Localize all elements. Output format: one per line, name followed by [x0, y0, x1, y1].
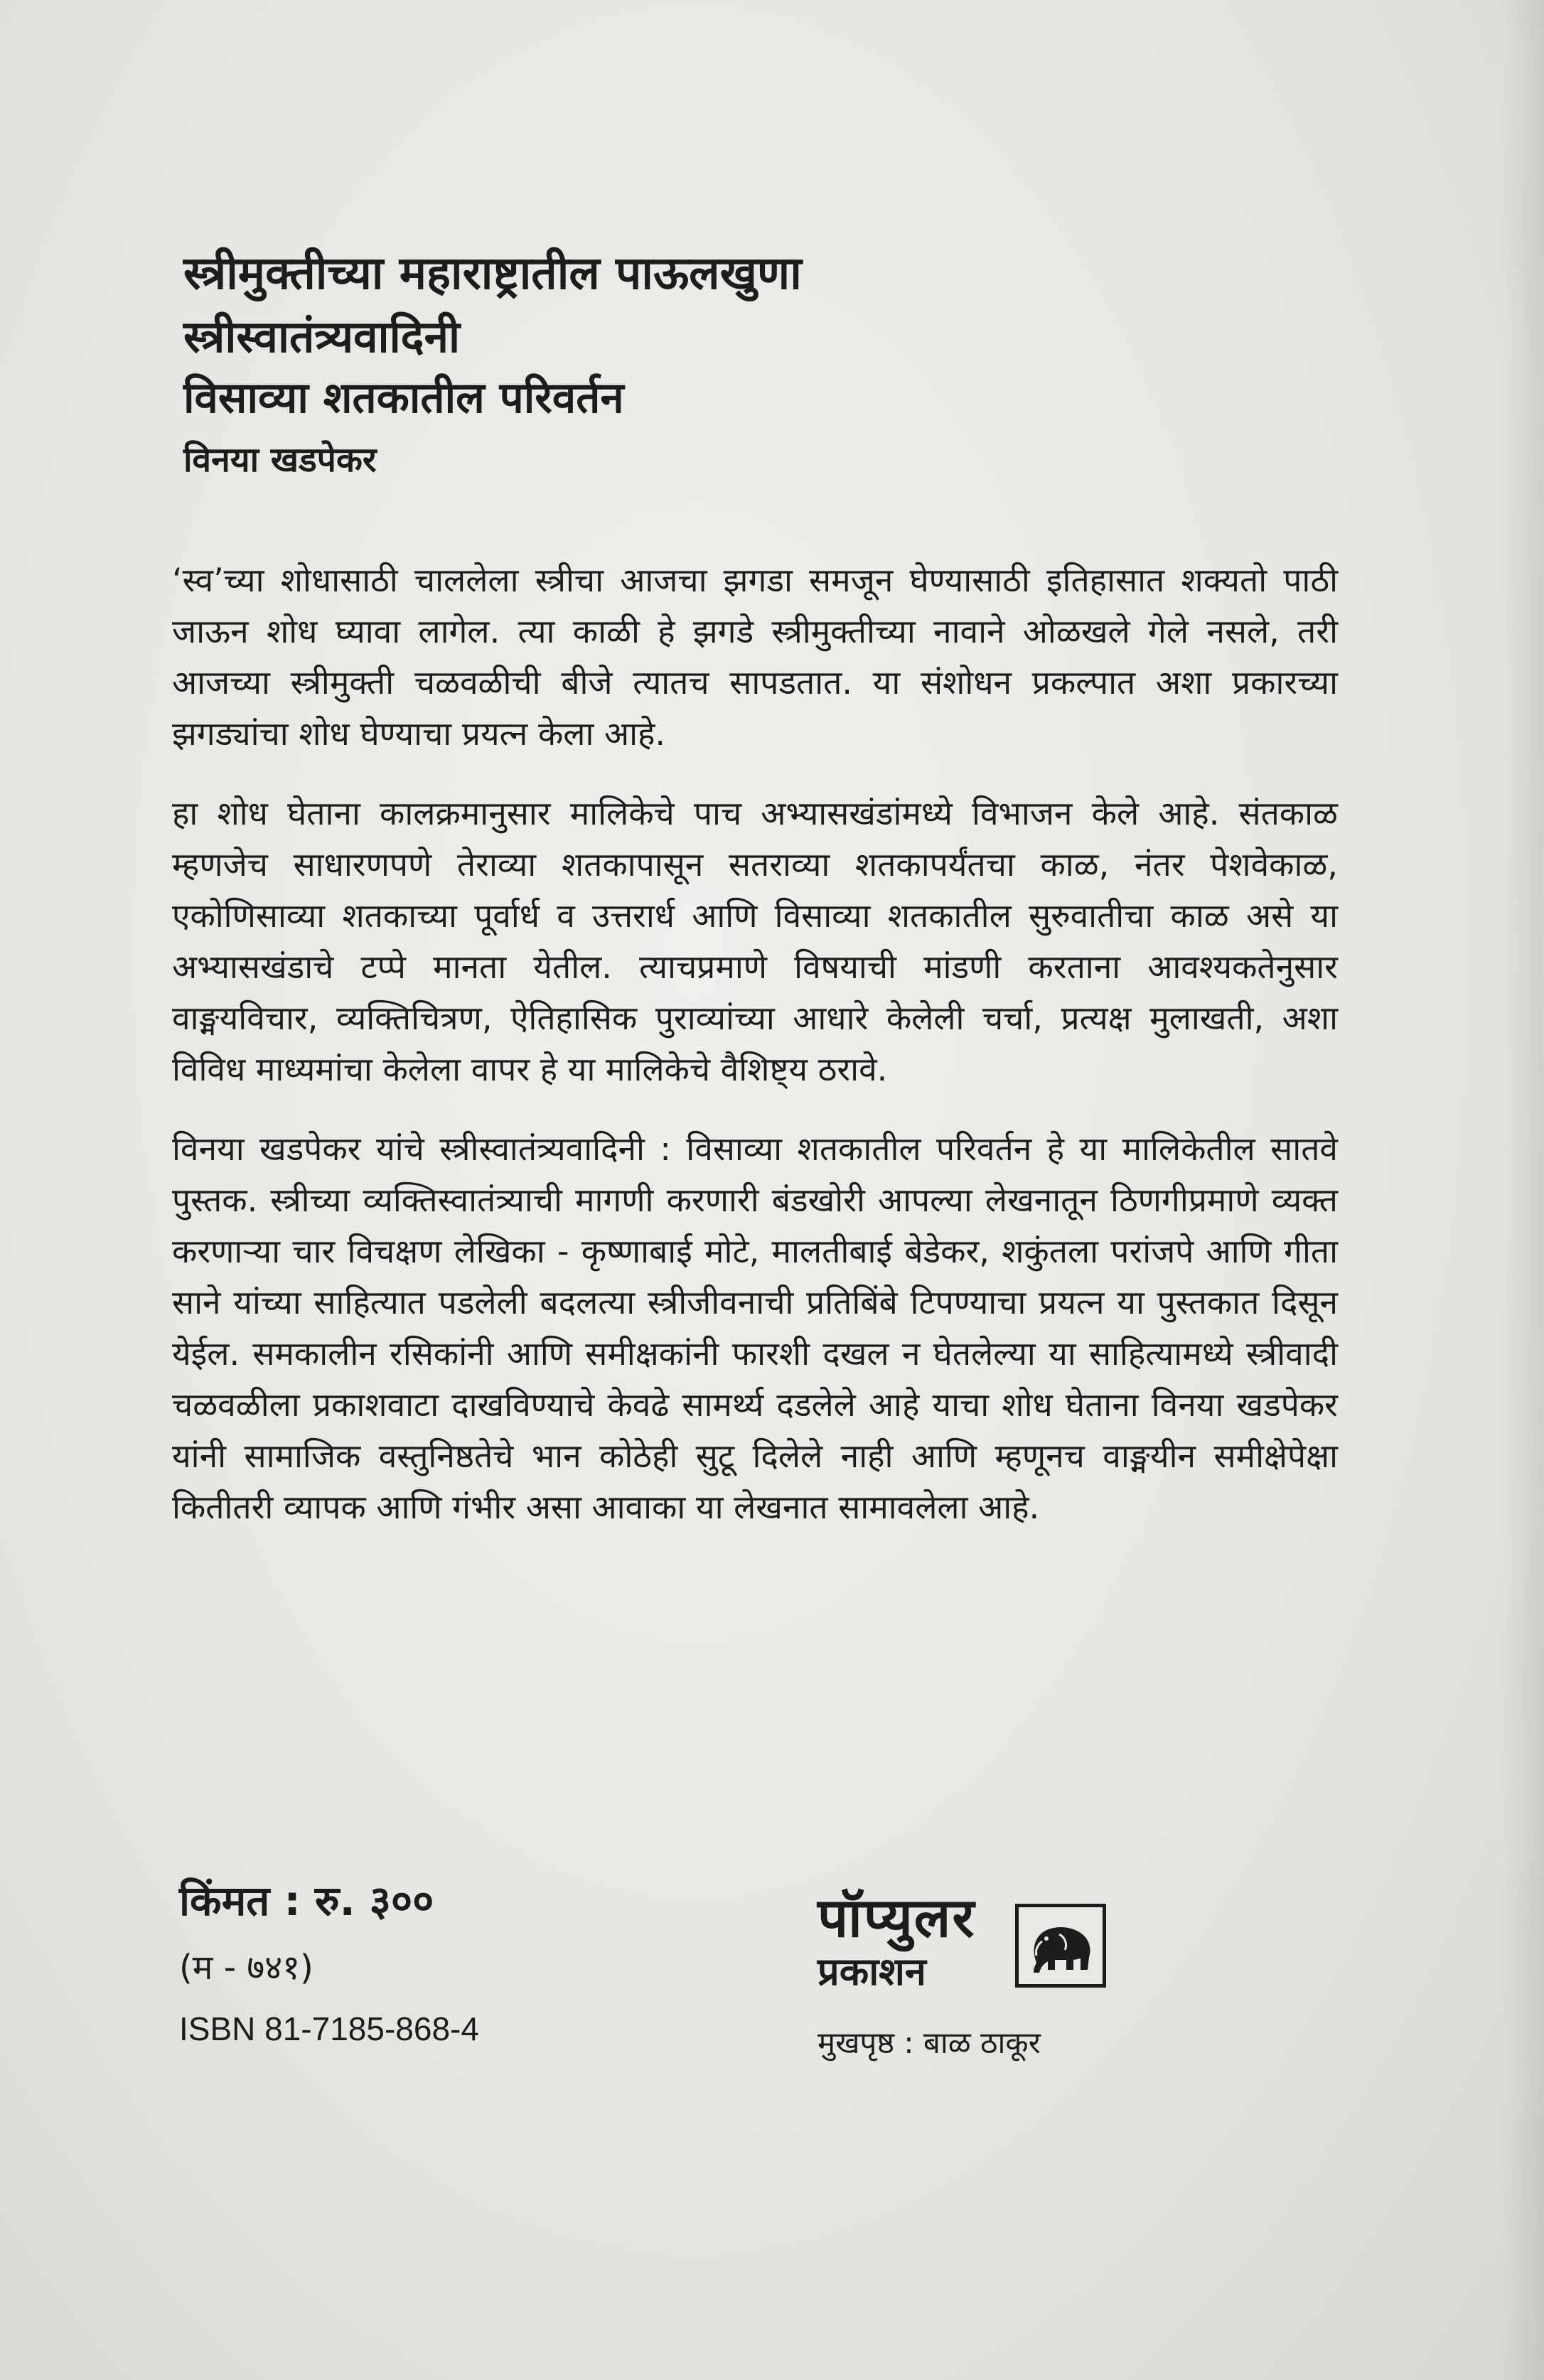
blurb-paragraph: ‘स्व’च्या शोधासाठी चाललेला स्त्रीचा आजचा झगडा समजून घेण्यासाठी इतिहासात शक्यतो पाठी जाऊन शोध घ्यावा लागेल. त्या काळी हे झगडे स्त्रीमुक्तीच्या नावाने ओळखले गेले नसले, तरी आजच्या स्त्रीमुक्ती चळवळीची बीजे त्यातच सापडतात. या संशोधन प्रकल्पात अशा प्रकारच्या झगड्यांचा शोध घेण्याचा प्रयत्न केला आहे.: [172, 561, 1338, 753]
blurb-paragraph: हा शोध घेताना कालक्रमानुसार मालिकेचे पाच अभ्यासखंडांमध्ये विभाजन केले आहे. संतकाळ म्हणजेच साधारणपणे तेराव्या शतकापासून सतराव्या शतकापर्यंतचा काळ, नंतर पेशवेकाळ, एकोणिसाव्या शतकाच्या पूर्वार्ध व उत्तरार्ध आणि विसाव्या शतकातील सुरुवातीचा काळ असे या अभ्यासखंडाचे टप्पे मानता येतील. त्याचप्रमाणे विषयाची मांडणी करताना आवश्यकतेनुसार वाङ्मयविचार, व्यक्तिचित्रण, ऐतिहासिक पुराव्यांच्या आधारे केलेली चर्चा, प्रत्यक्ष मुलाखती, अशा विविध माध्यमांचा केलेला वापर हे या मालिकेचे वैशिष्ट्य ठरावे.: [172, 794, 1338, 1088]
series-title: स्त्रीमुक्तीच्या महाराष्ट्रातील पाऊलखुणा: [183, 247, 802, 300]
publisher-text: [817, 1886, 976, 1994]
book-subtitle: विसाव्या शतकातील परिवर्तन: [183, 372, 624, 423]
blurb: [172, 554, 1338, 1561]
price-label: किंमत : रु. ३००: [179, 1877, 434, 1925]
blurb-paragraph: विनया खडपेकर यांचे स्त्रीस्वातंत्र्यवादिनी : विसाव्या शतकातील परिवर्तन हे या मालिकेतील सातवे पुस्तक. स्त्रीच्या व्यक्तिस्वातंत्र्याची मागणी करणारी बंडखोरी आपल्या लेखनातून ठिणगीप्रमाणे व्यक्त करणाऱ्या चार विचक्षण लेखिका - कृष्णाबाई मोटे, मालतीबाई बेडेकर, शकुंतला परांजपे आणि गीता साने यांच्या साहित्यात पडलेली बदलत्या स्त्रीजीवनाची प्रतिबिंबे टिपण्याचा प्रयत्न या पुस्तकात दिसून येईल. समकालीन रसिकांनी आणि समीक्षकांनी फारशी दखल न घेतलेल्या या साहित्यामध्ये स्त्रीवादी चळवळीला प्रकाशवाटा दाखविण्याचे केवढे सामर्थ्य दडलेले आहे याचा शोध घेताना विनया खडपेकर यांनी सामाजिक वस्तुनिष्ठतेचे भान कोठेही सुटू दिलेले नाही आणि म्हणूनच वाङ्मयीन समीक्षेपेक्षा कितीतरी व्यापक आणि गंभीर असा आवाका या लेखनात सामावलेला आहे.: [172, 1130, 1338, 1526]
price-block: [179, 1877, 479, 2049]
book-title: स्त्रीस्वातंत्र्यवादिनी: [183, 311, 461, 363]
title-block: [183, 245, 1392, 482]
author-name: विनया खडपेकर: [183, 439, 377, 480]
page-edge-shadow: [1501, 0, 1544, 2380]
publisher-name: पॉप्युलर: [817, 1886, 976, 1949]
publisher-row: [817, 1886, 1106, 1994]
elephant-icon: [1024, 1913, 1098, 1978]
publisher-block: [817, 1886, 1106, 2062]
cover-credit: मुखपृष्ठ : बाळ ठाकूर: [817, 2025, 1041, 2061]
publisher-subtitle: प्रकाशन: [817, 1949, 926, 1994]
isbn: ISBN 81-7185-868-4: [179, 2010, 479, 2048]
publisher-logo: [1015, 1904, 1106, 1988]
catalog-code: (म - ७४१): [179, 1947, 313, 1988]
